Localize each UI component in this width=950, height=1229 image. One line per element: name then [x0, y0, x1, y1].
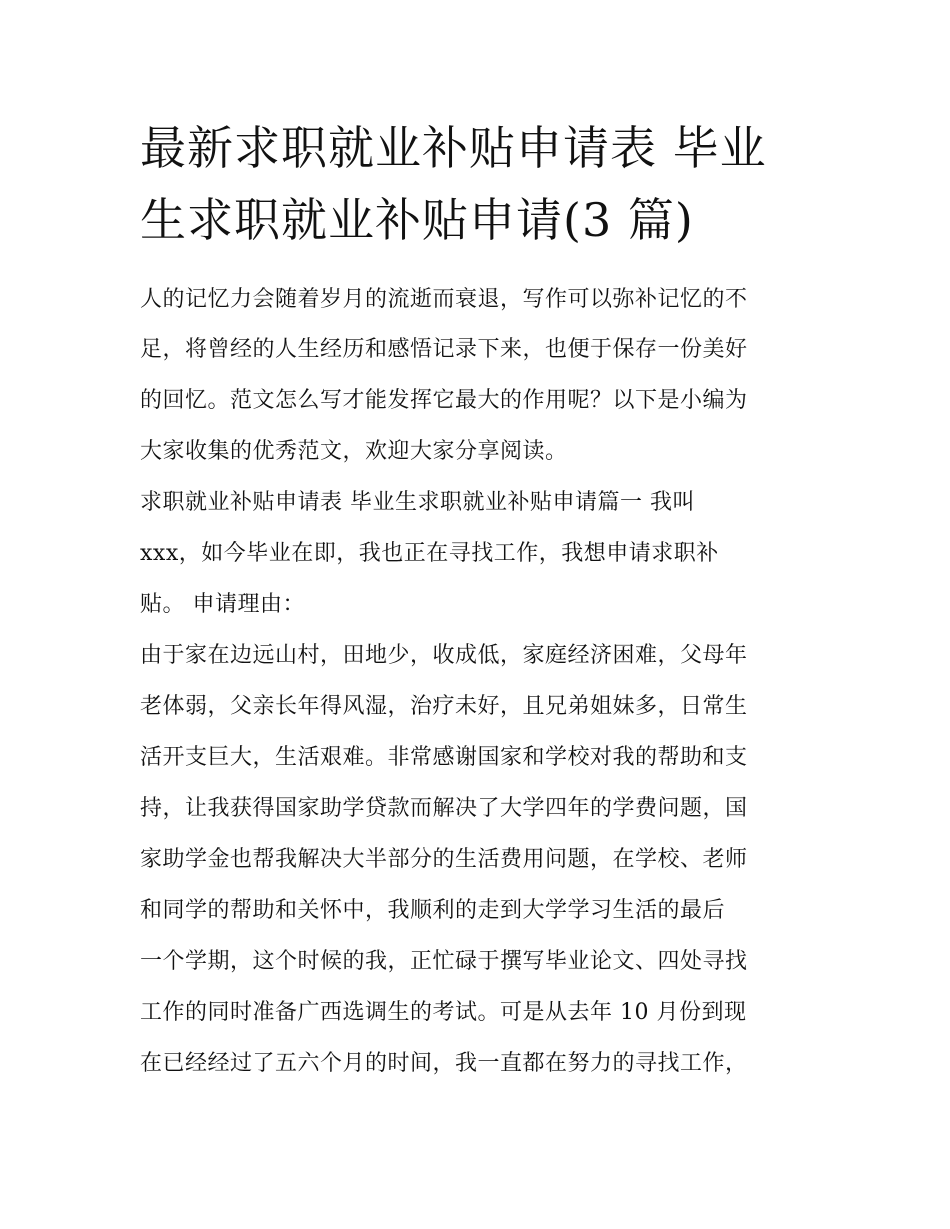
body-line: 持，让我获得国家助学贷款而解决了大学四年的学费问题，国 [140, 796, 748, 821]
body-line: 足，将曾经的人生经历和感悟记录下来，也便于保存一份美好 [140, 337, 748, 362]
body-line: 家助学金也帮我解决大半部分的生活费用问题，在学校、老师 [140, 847, 748, 872]
title-line-2: 生求职就业补贴申请(3 篇) [140, 193, 694, 247]
body-line: 和同学的帮助和关怀中，我顺利的走到大学学习生活的最后 [140, 898, 726, 923]
body-line: 人的记忆力会随着岁月的流逝而衰退，写作可以弥补记忆的不 [140, 287, 748, 312]
document-title [140, 112, 820, 256]
body-line: 由于家在边远山村，田地少，收成低，家庭经济困难，父母年 [140, 643, 748, 668]
body-line: 活开支巨大，生活艰难。非常感谢国家和学校对我的帮助和支 [140, 745, 748, 770]
body-line: 求职就业补贴申请表 毕业生求职就业补贴申请篇一 我叫 [140, 490, 695, 515]
body-line: 在已经经过了五六个月的时间，我一直都在努力的寻找工作， [140, 1051, 748, 1076]
body-line: 的回忆。范文怎么写才能发挥它最大的作用呢？以下是小编为 [140, 388, 748, 413]
title-line-1: 最新求职就业补贴申请表 毕业 [140, 121, 767, 175]
body-line: 大家收集的优秀范文，欢迎大家分享阅读。 [140, 439, 568, 464]
body-line: 贴。 申请理由： [140, 592, 305, 617]
body-line: 工作的同时准备广西选调生的考试。可是从去年 10 月份到现 [140, 1000, 747, 1025]
body-line: xxx，如今毕业在即，我也正在寻找工作，我想申请求职补 [140, 541, 719, 566]
body-line: 老体弱，父亲长年得风湿，治疗未好，且兄弟姐妹多，日常生 [140, 694, 748, 719]
body-line: 一个学期，这个时候的我，正忙碌于撰写毕业论文、四处寻找 [140, 949, 748, 974]
